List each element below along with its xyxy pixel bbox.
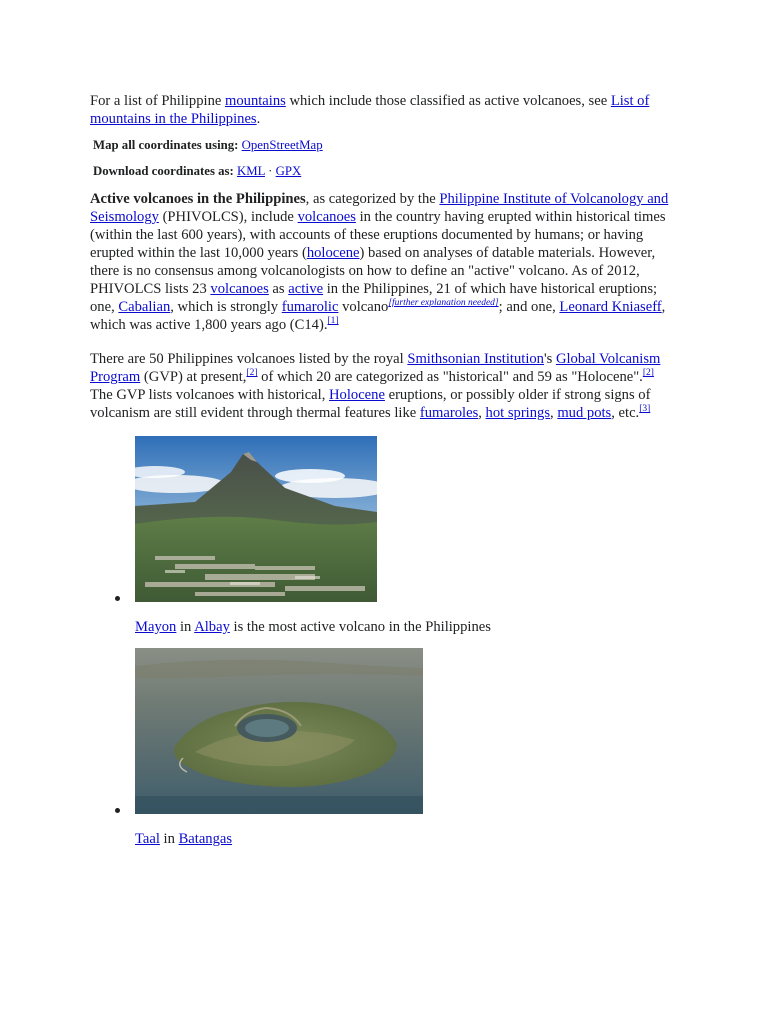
link-batangas[interactable]: Batangas <box>178 831 233 847</box>
link-mud-pots[interactable]: mud pots <box>557 405 612 421</box>
text: (GVP) at present, <box>140 369 247 385</box>
lead-bold-term: Active volcanoes in the Philippines <box>90 191 306 207</box>
reference-1[interactable]: [1] <box>327 316 339 326</box>
link-holocene[interactable]: holocene <box>306 245 360 261</box>
taal-volcano-photo[interactable] <box>135 648 423 814</box>
link-mayon[interactable]: Mayon <box>135 619 177 635</box>
separator: · <box>264 164 276 178</box>
download-label: Download coordinates as: <box>93 164 237 178</box>
text: , which is strongly <box>170 299 282 315</box>
link-smithsonian[interactable]: Smithsonian Institution <box>407 351 544 367</box>
map-all-coordinates <box>93 137 678 153</box>
mayon-volcano-photo[interactable] <box>135 436 377 602</box>
text: in the Philippines, 21 of which have historical eruptions; one, <box>90 281 658 315</box>
hatnote <box>90 92 678 128</box>
link-albay[interactable]: Albay <box>194 619 230 635</box>
download-coordinates <box>93 163 678 179</box>
link-list-of-mountains[interactable]: List of mountains in the Philippines <box>90 93 650 127</box>
text: The GVP lists volcanoes with historical, <box>90 387 330 403</box>
hatnote-text: which include those classified as active volcanoes, see <box>285 93 611 109</box>
text: as <box>268 281 289 297</box>
link-volcanoes-2[interactable]: volcanoes <box>210 281 269 297</box>
text: in <box>159 831 179 847</box>
link-fumaroles[interactable]: fumaroles <box>419 405 479 421</box>
text: , which was active 1,800 years ago (C14). <box>90 299 666 333</box>
text: of which 20 are categorized as "historical" and 59 as "Holocene". <box>257 369 643 385</box>
link-leonard-kniaseff[interactable]: Leonard Kniaseff <box>559 299 662 315</box>
paragraph-active-volcanoes <box>90 190 678 334</box>
text: ) based on analyses of datable materials. However, there is no consensus among volcanologists on how to define an "active" volcano. As of 2012, PHIVOLCS lists 23 <box>90 245 656 297</box>
gallery-item-mayon <box>90 436 678 636</box>
further-explanation-tag[interactable]: [further explanation needed] <box>388 298 499 308</box>
text: , as categorized by the <box>305 191 440 207</box>
link-kml[interactable]: KML <box>236 164 265 178</box>
bullet <box>115 808 120 813</box>
link-holocene-2[interactable]: Holocene <box>329 387 385 403</box>
link-gvp[interactable]: Global Volcanism Program <box>90 351 661 385</box>
gallery-item-taal <box>90 648 678 848</box>
text: , <box>550 405 558 421</box>
text: in the country having erupted within historical times (within the last 600 years), with accounts of these eruptions documented by humans; or having erupted within the last 10,000 years ( <box>90 209 666 261</box>
bullet <box>115 596 120 601</box>
reference-3[interactable]: [3] <box>639 404 651 414</box>
link-openstreetmap[interactable]: OpenStreetMap <box>241 138 323 152</box>
text: ; and one, <box>498 299 560 315</box>
link-gpx[interactable]: GPX <box>275 164 302 178</box>
taal-caption <box>135 830 678 848</box>
link-hot-springs[interactable]: hot springs <box>485 405 551 421</box>
text: , <box>478 405 486 421</box>
text: 's <box>543 351 556 367</box>
link-fumarolic[interactable]: fumarolic <box>281 299 339 315</box>
hatnote-text: . <box>256 111 261 127</box>
text: (PHIVOLCS), include <box>158 209 298 225</box>
text: eruptions, or possibly older if strong signs of volcanism are still evident through thermal features like <box>90 387 651 421</box>
article-body <box>90 92 678 860</box>
link-phivolcs[interactable]: Philippine Institute of Volcanology and Seismology <box>90 191 669 225</box>
link-mountains[interactable]: mountains <box>225 93 286 109</box>
link-taal[interactable]: Taal <box>135 831 160 847</box>
text: volcano <box>338 299 389 315</box>
mayon-caption <box>135 618 678 636</box>
volcano-gallery <box>90 436 678 848</box>
text: There are 50 Philippines volcanoes listed by the royal <box>90 351 408 367</box>
text: in <box>176 619 195 635</box>
link-active[interactable]: active <box>288 281 324 297</box>
reference-2b[interactable]: [2] <box>642 368 654 378</box>
map-all-label: Map all coordinates using: <box>93 138 242 152</box>
text: , etc. <box>611 405 640 421</box>
reference-2[interactable]: [2] <box>246 368 258 378</box>
text: is the most active volcano in the Philippines <box>229 619 491 635</box>
paragraph-gvp <box>90 350 678 422</box>
link-volcanoes[interactable]: volcanoes <box>297 209 356 225</box>
link-cabalian[interactable]: Cabalian <box>118 299 171 315</box>
hatnote-text: For a list of Philippine <box>90 93 225 109</box>
